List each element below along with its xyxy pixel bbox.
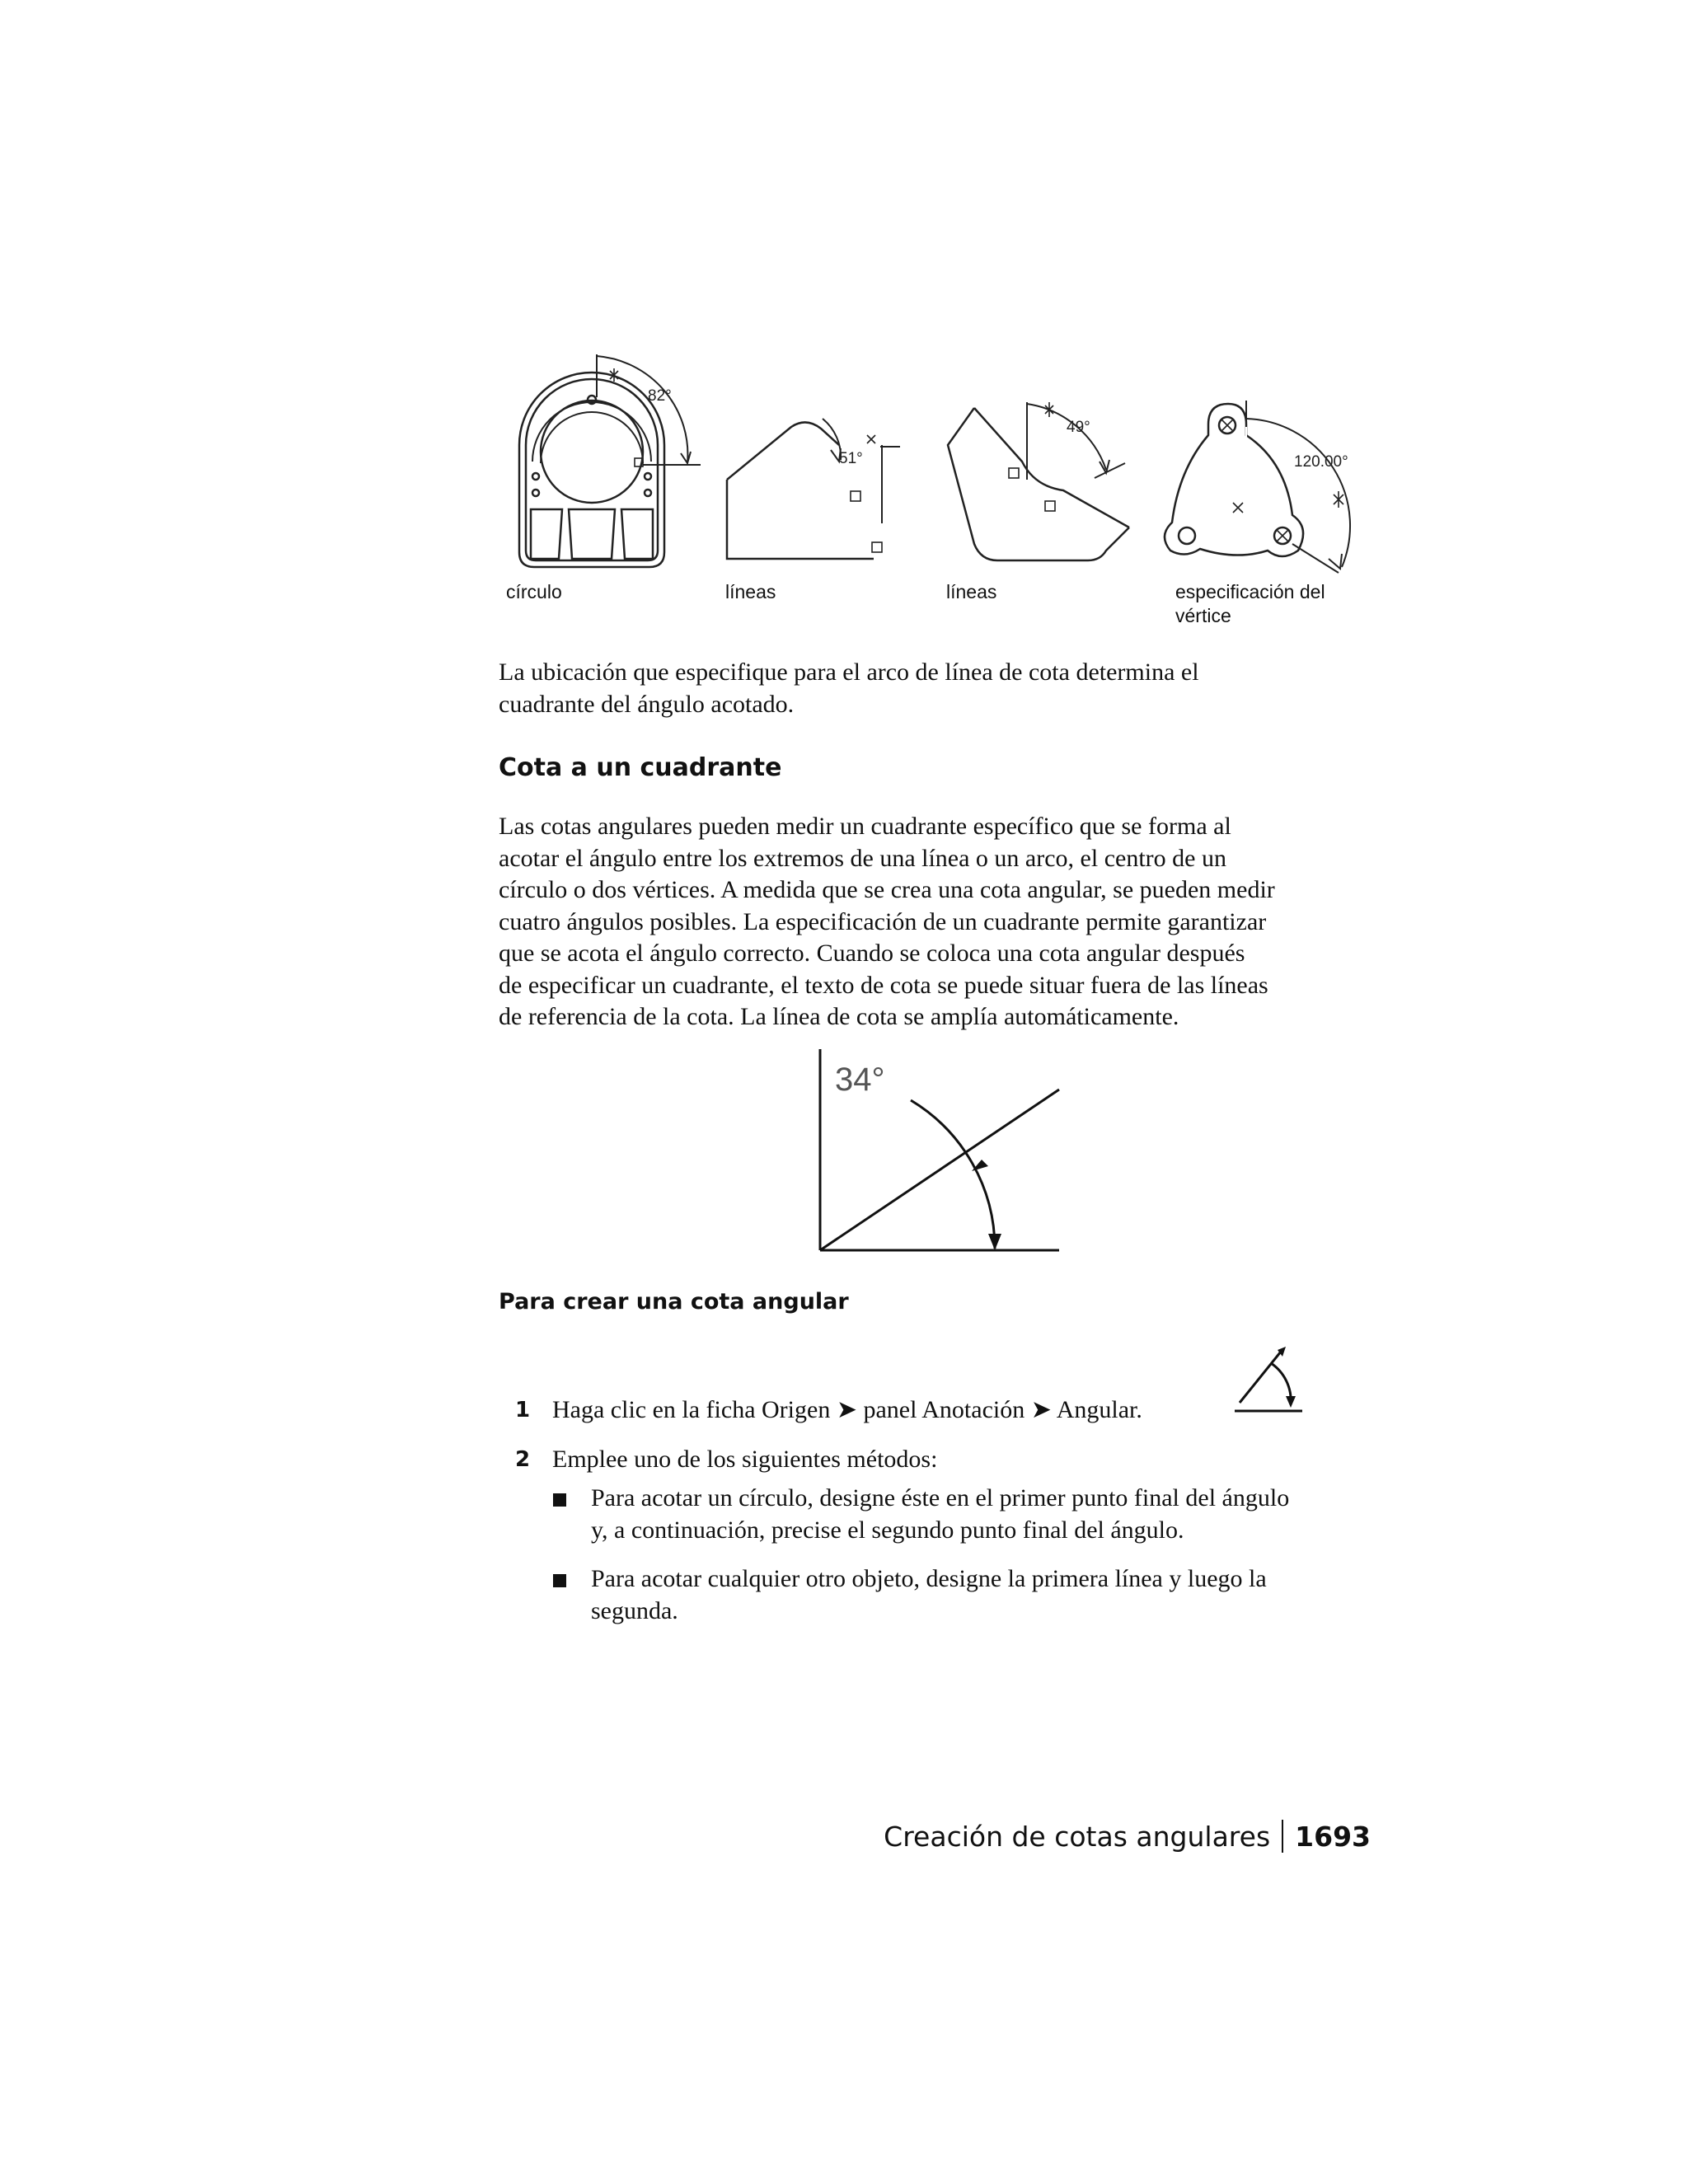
paragraph-quadrant-intro: La ubicación que especifique para el arco de línea de cota determina el cuadrante del ángulo acotado. <box>499 658 1199 718</box>
caption-lines-2: líneas <box>946 581 997 602</box>
caption-lines-1: líneas <box>725 581 776 602</box>
section-heading: Cota a un cuadrante <box>499 753 782 782</box>
bullet-marker <box>553 1574 566 1587</box>
page-footer <box>884 1820 1371 1853</box>
vertex-angle-label: 120.00° <box>1294 453 1348 471</box>
step-2-text: Emplee uno de los siguientes métodos: <box>552 1446 938 1473</box>
top-figure <box>495 338 1385 577</box>
step-2-number: 2 <box>515 1447 531 1472</box>
angle-34-label: 34° <box>835 1062 885 1098</box>
lines-drawing-1 <box>727 419 900 559</box>
bullet-circle-method: Para acotar un círculo, designe éste en el primer punto final del ángulo y, a continuación, precise el segundo punto final del ángulo. <box>591 1484 1290 1544</box>
quadrant-figure <box>812 1043 1067 1261</box>
page-number: 1693 <box>1295 1821 1371 1853</box>
caption-circle: círculo <box>506 581 562 602</box>
paragraph-quadrant-body: Las cotas angulares pueden medir un cuadrante específico que se forma al acotar el ángulo entre los extremos de una línea o un arco, el centro de un círculo o dos vértices. A medida que se crea una cota angular, se pueden medir cuatro ángulos posibles. La especificación de un cuadrante permite garantizar que se acota el ángulo correcto. Cuando se coloca una cota angular después de especificar un cuadrante, el texto de cota se puede situar fuera de las líneas de referencia de la cota. La línea de cota se amplía automáticamente. <box>499 813 1275 1030</box>
step-1-number: 1 <box>515 1398 531 1422</box>
caption-vertex-line1: especificación del <box>1175 581 1325 602</box>
bullet-marker <box>553 1493 566 1507</box>
step-1-text: Haga clic en la ficha Origen ➤ panel Anotación ➤ Angular. <box>552 1396 1142 1423</box>
footer-title: Creación de cotas angulares <box>884 1821 1271 1853</box>
procedure-heading: Para crear una cota angular <box>499 1289 849 1315</box>
circle-angle-label: 82° <box>648 387 672 405</box>
bullet-other-object-method: Para acotar cualquier otro objeto, designe la primera línea y luego la segunda. <box>591 1565 1267 1624</box>
lines1-angle-label: 51° <box>839 450 863 467</box>
lines2-angle-label: 49° <box>1067 419 1090 436</box>
angular-tool-icon[interactable] <box>1231 1345 1306 1415</box>
vertex-drawing <box>1165 401 1350 573</box>
circle-part-drawing <box>519 354 701 567</box>
footer-separator <box>1282 1820 1283 1853</box>
lines-drawing-2 <box>948 402 1129 560</box>
caption-vertex-line2: vértice <box>1175 605 1231 626</box>
